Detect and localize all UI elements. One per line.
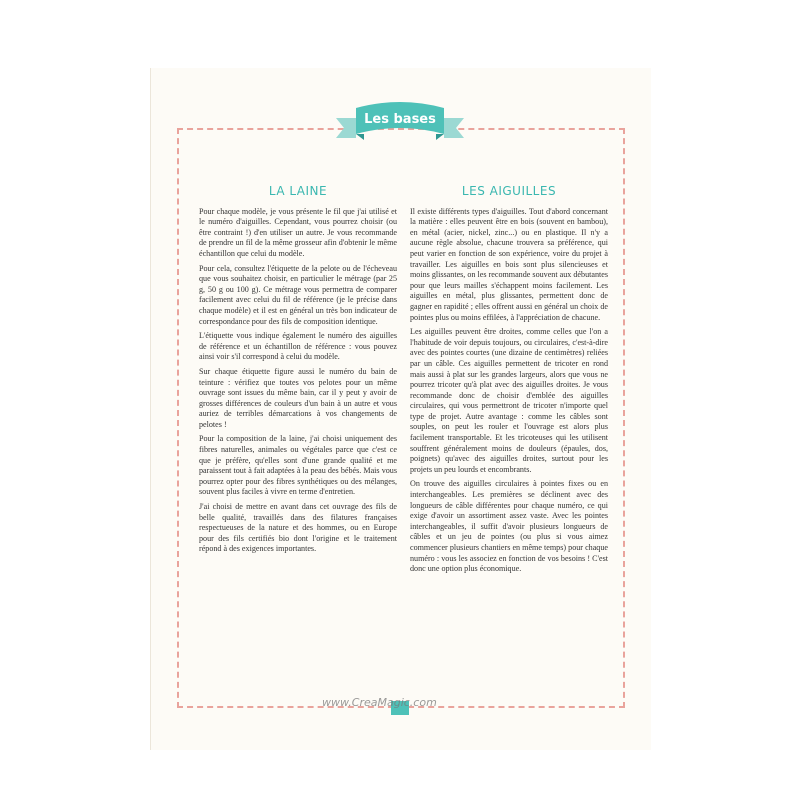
column-laine — [199, 186, 397, 559]
paragraph: Pour cela, consultez l'étiquette de la pelote ou de l'écheveau que vous souhaitez choisir, en particulier le métrage (par 25 g, 50 g ou 100 g). Ce métrage vous permettra de comparer facilement avec celui du fil de référence (je le précise dans chaque modèle) et il est en général un très bon indicateur de correspondance pour des fils de composition identique. — [199, 263, 397, 326]
paragraph: Il existe différents types d'aiguilles. Tout d'abord concernant la matière : elles peuvent être en bois (souvent en bambou), en métal (acier, nickel, zinc...) ou en plastique. Il n'y a aucune règle absolue, chacune trouvera sa préférence, qui peut varier en fonction de son expérience, voire du projet à travailler. Les aiguilles en bois sont plus silencieuses et moins glissantes, on les recommande souvent aux débutantes pour que leurs mailles s'échappent moins facilement. Les aiguilles en métal, plus glissantes, permettent donc de gagner en rapidité ; elles offrent aussi en général un choix de pointes plus ou moins effilées, à l'appréciation de chacune. — [410, 206, 608, 322]
watermark: www.CreaMagic.com — [322, 696, 437, 709]
section-banner — [330, 96, 470, 152]
paragraph: Pour la composition de la laine, j'ai choisi uniquement des fibres naturelles, animales ou végétales parce que c'est ce que je préfère, qu'elles sont d'une grande qualité et me paraissent tout à fait adaptées à la peau des bébés. Mais vous pourrez opter pour des fibres synthétiques ou des mélanges, souvent plus faciles à vivre en terme d'entretien. — [199, 434, 397, 497]
column-aiguilles — [410, 186, 608, 579]
banner-label: Les bases — [364, 112, 436, 127]
paragraph: L'étiquette vous indique également le numéro des aiguilles de référence et un échantillon de référence : vous pouvez ainsi voir s'il correspond à celui du modèle. — [199, 331, 397, 362]
paragraph: J'ai choisi de mettre en avant dans cet ouvrage des fils de belle qualité, travaillés dans des filatures françaises respectueuses de la nature et des hommes, ou en Europe pour des fils certifiés bio dont l'origine et le traitement répond à des exigences importantes. — [199, 502, 397, 554]
heading-laine: LA LAINE — [268, 184, 328, 198]
paragraph: Pour chaque modèle, je vous présente le fil que j'ai utilisé et le numéro d'aiguilles. Cependant, vous pourrez choisir (ou être contraint !) d'en utiliser un autre. Je vous recommande de prendre un fil de la même grosseur afin d'obtenir le même échantillon que celui du modèle. — [199, 206, 397, 258]
paragraph: Les aiguilles peuvent être droites, comme celles que l'on a l'habitude de voir depuis toujours, ou circulaires, c'est-à-dire avec des pointes courtes (une dizaine de centimètres) reliées par un câble. Ces aiguilles permettent de tricoter en rond mais aussi à plat sur les grandes largeurs, alors que vous ne pourrez tricoter qu'à plat avec des aiguilles droites. Je vous recommande donc de choisir d'emblée des aiguilles circulaires, qui vous permettront de tricoter n'importe quel type de projet. Autre avantage : comme les câbles sont souples, on peut les rouler et l'ouvrage est alors plus facilement transportable. Et les tricoteuses qui les utilisent souffrent généralement moins de douleurs (épaules, dos, poignets) qu'avec des aiguilles droites, surtout pour les projets un peu lourds et encombrants. — [410, 327, 608, 474]
paragraph: On trouve des aiguilles circulaires à pointes fixes ou en interchangeables. Les premières se déclinent avec des longueurs de câble différentes pour chaque numéro, ce qui exige d'avoir un assortiment assez vaste. Avec les pointes interchangeables, il suffit d'avoir plusieurs longueurs de câbles et un jeu de pointes (ou plus si vous aimez commencer plusieurs chantiers en même temps) pour chaque numéro : vous les associez en fonction de vos besoins ! C'est donc une option plus économique. — [410, 479, 608, 574]
heading-aiguilles: LES AIGUILLES — [461, 184, 557, 198]
paragraph: Sur chaque étiquette figure aussi le numéro du bain de teinture : vérifiez que toutes vos pelotes pour un même ouvrage sont issues du même bain, car il y peut y avoir de grosses différences de couleurs d'un bain à un autre et vous auriez de terribles démarcations à vos changements de pelotes ! — [199, 366, 397, 429]
